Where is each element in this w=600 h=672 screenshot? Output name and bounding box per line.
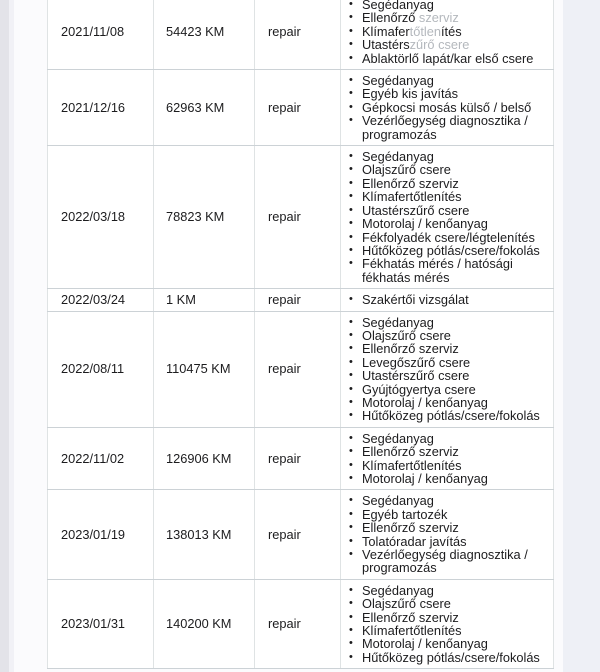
table-row bbox=[48, 146, 554, 289]
service-item bbox=[347, 244, 551, 257]
service-item bbox=[347, 637, 551, 650]
services-cell bbox=[341, 579, 554, 668]
type-cell: repair bbox=[255, 311, 341, 427]
bullet-icon: • bbox=[349, 494, 353, 507]
service-text: Egyéb kis javítás bbox=[362, 86, 459, 102]
bullet-icon: • bbox=[349, 38, 353, 51]
services-cell bbox=[341, 0, 554, 70]
bullet-icon: • bbox=[349, 507, 353, 520]
bullet-icon: • bbox=[349, 114, 353, 127]
bullet-icon: • bbox=[349, 328, 353, 341]
service-text: Ellenőrző szerviz bbox=[362, 520, 459, 536]
table-row bbox=[48, 70, 554, 146]
service-text: Segédanyag bbox=[362, 582, 434, 598]
services-list bbox=[347, 74, 551, 141]
bullet-icon: • bbox=[349, 472, 353, 484]
service-item bbox=[347, 508, 551, 521]
service-text: Segédanyag bbox=[362, 73, 434, 89]
service-text: ítés bbox=[440, 23, 462, 39]
bullet-icon: • bbox=[349, 597, 353, 610]
service-text: Olajszűrő csere bbox=[362, 162, 451, 178]
service-item bbox=[347, 624, 551, 637]
table-row bbox=[48, 0, 554, 70]
date-cell: 2022/03/18 bbox=[48, 146, 154, 289]
mileage-cell: 78823 KM bbox=[154, 146, 255, 289]
service-text: Klímafertőtlenítés bbox=[362, 623, 462, 639]
service-item bbox=[347, 231, 551, 244]
service-item bbox=[347, 293, 551, 306]
mileage-cell: 54423 KM bbox=[154, 0, 255, 70]
service-item bbox=[347, 87, 551, 100]
bullet-icon: • bbox=[349, 293, 353, 306]
bullet-icon: • bbox=[349, 203, 353, 216]
service-text: Segédanyag bbox=[362, 493, 434, 509]
bullet-icon: • bbox=[349, 176, 353, 189]
service-item bbox=[347, 535, 551, 548]
services-list bbox=[347, 432, 551, 486]
service-text: Segédanyag bbox=[362, 149, 434, 165]
bullet-icon: • bbox=[349, 382, 353, 395]
service-item bbox=[347, 329, 551, 342]
services-cell bbox=[341, 289, 554, 311]
date-cell: 2021/11/08 bbox=[48, 0, 154, 70]
services-cell bbox=[341, 427, 554, 490]
service-text: Klímafer bbox=[362, 23, 410, 39]
mileage-cell: 110475 KM bbox=[154, 311, 255, 427]
service-item bbox=[347, 150, 551, 163]
service-item bbox=[347, 25, 551, 38]
bullet-icon: • bbox=[349, 369, 353, 382]
type-cell: repair bbox=[255, 490, 341, 579]
service-item bbox=[347, 74, 551, 87]
service-history-table-body bbox=[48, 0, 554, 669]
services-list bbox=[347, 0, 551, 65]
bullet-icon: • bbox=[349, 521, 353, 534]
bullet-icon: • bbox=[349, 650, 353, 663]
date-cell: 2022/11/02 bbox=[48, 427, 154, 490]
service-item bbox=[347, 11, 551, 24]
page-right-background bbox=[563, 0, 600, 672]
bullet-icon: • bbox=[349, 51, 353, 64]
bullet-icon: • bbox=[349, 431, 353, 444]
type-cell: repair bbox=[255, 146, 341, 289]
service-item bbox=[347, 177, 551, 190]
bullet-icon: • bbox=[349, 163, 353, 176]
service-text: Hűtőközeg pótlás/csere/fokolás bbox=[362, 408, 540, 424]
service-text: Gyújtógyertya csere bbox=[362, 381, 476, 397]
services-cell bbox=[341, 146, 554, 289]
service-text: Segédanyag bbox=[362, 314, 434, 330]
type-cell: repair bbox=[255, 289, 341, 311]
bullet-icon: • bbox=[349, 624, 353, 637]
service-item bbox=[347, 101, 551, 114]
bullet-icon: • bbox=[349, 100, 353, 113]
type-cell: repair bbox=[255, 579, 341, 668]
bullet-icon: • bbox=[349, 395, 353, 408]
service-item bbox=[347, 369, 551, 382]
services-list bbox=[347, 584, 551, 664]
date-cell: 2021/12/16 bbox=[48, 70, 154, 146]
date-cell: 2023/01/31 bbox=[48, 579, 154, 668]
type-cell: repair bbox=[255, 70, 341, 146]
service-text: Fékhatás mérés / hatósági fékhatás mérés bbox=[362, 256, 513, 285]
service-text: Utastérszűrő csere bbox=[362, 368, 470, 384]
bullet-icon: • bbox=[349, 409, 353, 422]
service-item bbox=[347, 163, 551, 176]
date-cell: 2022/03/24 bbox=[48, 289, 154, 311]
type-cell: repair bbox=[255, 0, 341, 70]
mileage-cell: 62963 KM bbox=[154, 70, 255, 146]
bullet-icon: • bbox=[349, 0, 353, 10]
bullet-icon: • bbox=[349, 458, 353, 471]
service-item bbox=[347, 114, 551, 141]
services-cell bbox=[341, 490, 554, 579]
service-text: Ellenőrző szerviz bbox=[362, 609, 459, 625]
service-text-muted: tőtlen bbox=[409, 23, 441, 39]
service-text: Ellenőrző szerviz bbox=[362, 444, 459, 460]
service-item bbox=[347, 38, 551, 51]
bullet-icon: • bbox=[349, 243, 353, 256]
service-text: Olajszűrő csere bbox=[362, 596, 451, 612]
bullet-icon: • bbox=[349, 11, 353, 24]
service-item bbox=[347, 204, 551, 217]
service-text: Egyéb tartozék bbox=[362, 506, 448, 522]
mileage-cell: 126906 KM bbox=[154, 427, 255, 490]
service-text: Motorolaj / kenőanyag bbox=[362, 636, 488, 652]
service-text: Segédanyag bbox=[362, 0, 434, 12]
services-cell bbox=[341, 70, 554, 146]
mileage-cell: 1 KM bbox=[154, 289, 255, 311]
bullet-icon: • bbox=[349, 534, 353, 547]
service-text: Gépkocsi mosás külső / belső bbox=[362, 99, 532, 115]
table-row bbox=[48, 490, 554, 579]
service-item bbox=[347, 611, 551, 624]
service-text: Levegőszűrő csere bbox=[362, 354, 471, 370]
table-row bbox=[48, 289, 554, 311]
service-item bbox=[347, 316, 551, 329]
table-row bbox=[48, 579, 554, 668]
service-text: Vezérlőegység diagnosztika / programozás bbox=[362, 547, 528, 576]
bullet-icon: • bbox=[349, 150, 353, 163]
bullet-icon: • bbox=[349, 610, 353, 623]
service-item bbox=[347, 521, 551, 534]
type-cell: repair bbox=[255, 427, 341, 490]
bullet-icon: • bbox=[349, 315, 353, 328]
service-item bbox=[347, 257, 551, 284]
bullet-icon: • bbox=[349, 230, 353, 243]
service-history-table bbox=[47, 0, 554, 669]
service-text: Klímafertőtlenítés bbox=[362, 457, 462, 473]
service-item bbox=[347, 356, 551, 369]
service-text: Ellenőrző szerviz bbox=[362, 175, 459, 191]
service-text: Klímafertőtlenítés bbox=[362, 189, 462, 205]
service-text-muted: szerviz bbox=[415, 10, 459, 26]
bullet-icon: • bbox=[349, 74, 353, 87]
service-text: Utastérszűrő csere bbox=[362, 202, 470, 218]
service-text: Utastérs bbox=[362, 37, 410, 53]
service-text: Szakértői vizsgálat bbox=[362, 292, 469, 308]
service-item bbox=[347, 190, 551, 203]
service-text: Motorolaj / kenőanyag bbox=[362, 394, 488, 410]
service-item bbox=[347, 396, 551, 409]
service-item bbox=[347, 459, 551, 472]
bullet-icon: • bbox=[349, 637, 353, 650]
service-item bbox=[347, 548, 551, 575]
service-text: Motorolaj / kenőanyag bbox=[362, 471, 488, 486]
date-cell: 2022/08/11 bbox=[48, 311, 154, 427]
service-text: Hűtőközeg pótlás/csere/fokolás bbox=[362, 242, 540, 258]
service-text: Ablaktörlő lapát/kar első csere bbox=[362, 50, 534, 66]
service-text: Fékfolyadék csere/légtelenítés bbox=[362, 229, 535, 245]
table-row bbox=[48, 311, 554, 427]
service-item bbox=[347, 342, 551, 355]
services-list bbox=[347, 494, 551, 574]
service-text: Olajszűrő csere bbox=[362, 327, 451, 343]
service-item bbox=[347, 445, 551, 458]
table-row bbox=[48, 427, 554, 490]
services-list bbox=[347, 150, 551, 284]
service-text: Tolatóradar javítás bbox=[362, 533, 467, 549]
service-text: Segédanyag bbox=[362, 430, 434, 446]
service-item bbox=[347, 584, 551, 597]
service-text: Hűtőközeg pótlás/csere/fokolás bbox=[362, 649, 540, 665]
service-text: Vezérlőegység diagnosztika / programozás bbox=[362, 113, 528, 142]
bullet-icon: • bbox=[349, 355, 353, 368]
bullet-icon: • bbox=[349, 583, 353, 596]
date-cell: 2023/01/19 bbox=[48, 490, 154, 579]
service-item bbox=[347, 217, 551, 230]
bullet-icon: • bbox=[349, 342, 353, 355]
service-text: Ellenőrző szerviz bbox=[362, 341, 459, 357]
service-text-muted: zűrő csere bbox=[409, 37, 470, 53]
service-text: Motorolaj / kenőanyag bbox=[362, 216, 488, 232]
bullet-icon: • bbox=[349, 87, 353, 100]
page-left-edge-strip bbox=[0, 0, 9, 672]
service-text: Ellenőrző bbox=[362, 10, 416, 26]
bullet-icon: • bbox=[349, 217, 353, 230]
service-item bbox=[347, 472, 551, 485]
service-item bbox=[347, 432, 551, 445]
page-left-edge-strip-soft bbox=[9, 0, 14, 672]
service-item bbox=[347, 383, 551, 396]
service-item bbox=[347, 52, 551, 65]
service-item bbox=[347, 597, 551, 610]
mileage-cell: 138013 KM bbox=[154, 490, 255, 579]
bullet-icon: • bbox=[349, 445, 353, 458]
service-item bbox=[347, 651, 551, 664]
services-cell bbox=[341, 311, 554, 427]
bullet-icon: • bbox=[349, 24, 353, 37]
services-list bbox=[347, 316, 551, 423]
bullet-icon: • bbox=[349, 548, 353, 561]
services-list bbox=[347, 293, 551, 306]
bullet-icon: • bbox=[349, 190, 353, 203]
bullet-icon: • bbox=[349, 257, 353, 270]
mileage-cell: 140200 KM bbox=[154, 579, 255, 668]
service-item bbox=[347, 494, 551, 507]
service-item bbox=[347, 409, 551, 422]
